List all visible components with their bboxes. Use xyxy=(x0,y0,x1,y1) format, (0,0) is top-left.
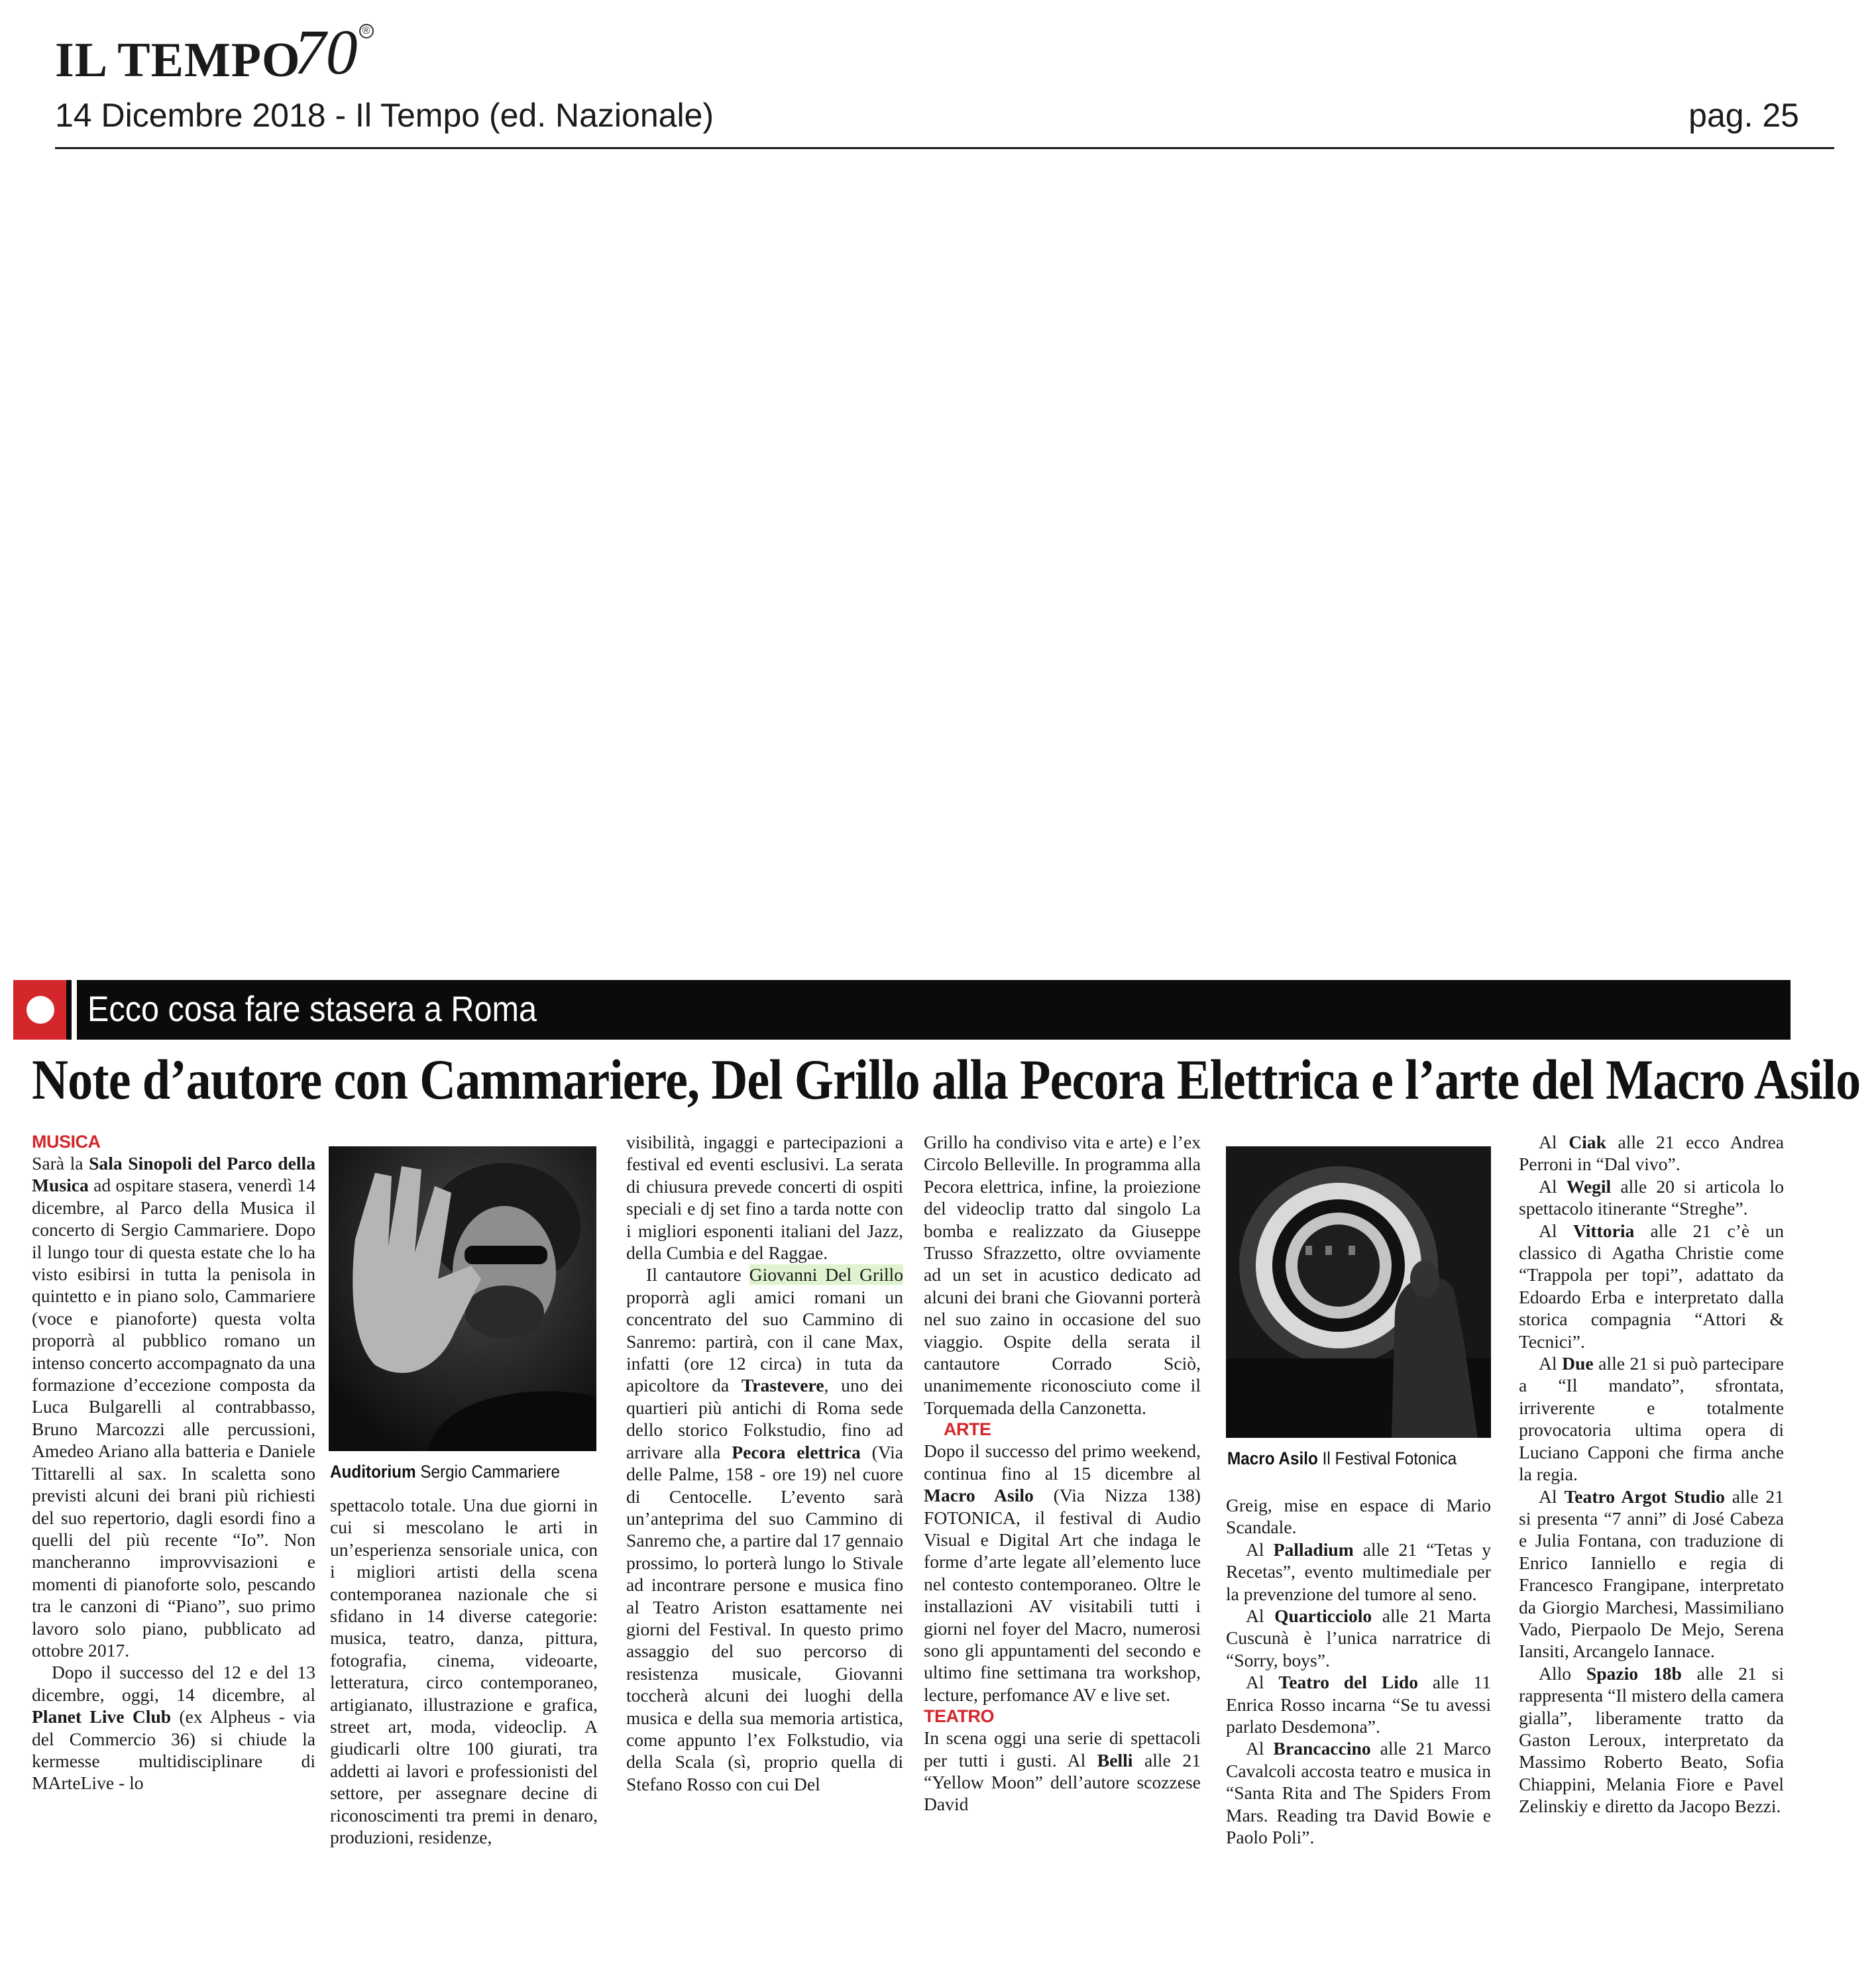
kicker-musica: MUSICA xyxy=(32,1132,101,1152)
paragraph xyxy=(1226,1539,1491,1605)
paragraph: Greig, mise en espace di Mario Scandale. xyxy=(1226,1495,1491,1538)
section-marker xyxy=(13,980,66,1040)
text-run: ad ospitare stasera, venerdì 14 dicembre, al Parco della Musica il concerto di Sergio Cammariere. Dopo il lungo tour di questa estate che lo ha visto esibirsi in tutta la penisola in quintetto e in piano solo, Cammariere (voce e pianoforte) questa volta proporrà al pubblico romano un intenso concerto accompagnato da una formazione d’eccezione composta da Luca Bulgarelli al contrabbasso, Bruno Marcozzi alle percussioni, Amedeo Ariano alla batteria e Daniele Tittarelli al sax. In scaletta sono previsti alcuni dei brani più richiesti del suo repertorio, dagli esordi fino a quelli del più recente “Io”. Non mancheranno improvvisazioni e momenti di pianoforte solo, pescando tra le canzoni di “Piano”, suo primo lavoro solo piano, pubblicato ad ottobre 2017. xyxy=(32,1175,315,1661)
portrait-image xyxy=(329,1146,596,1451)
caption-bold: Auditorium xyxy=(330,1462,416,1482)
page-number: pag. 25 xyxy=(1688,97,1799,134)
paragraph xyxy=(1226,1605,1491,1671)
photo-macro-asilo xyxy=(1226,1146,1491,1438)
bold-venue-name: Sala Sinopoli del Parco della Musica xyxy=(32,1153,315,1196)
column-6 xyxy=(1519,1131,1784,1818)
newspaper-logo xyxy=(55,16,374,87)
text-run: alle 21 Marco Cavalcoli accosta teatro e musica in “Santa Rita and The Spiders From Mars. Reading tra David Bowie e Paolo Poli”. xyxy=(1226,1738,1491,1848)
bold-venue-name: Wegil xyxy=(1566,1175,1612,1197)
paragraph xyxy=(1519,1220,1784,1352)
registered-mark: ® xyxy=(359,24,374,38)
bold-venue-name: Quarticciolo xyxy=(1274,1606,1372,1627)
column-2 xyxy=(330,1494,598,1849)
highlighted-name: Giovanni Del Grillo xyxy=(749,1264,903,1285)
logo-number: 70 xyxy=(294,16,358,87)
paragraph: visibilità, ingaggi e partecipazioni a festival ed eventi esclusivi. La serata di chiusura prevede concerti di ospiti speciali e dj set fino a tarda notte con i migliori esponenti italiani del Jazz, della Cumbia e del Raggae. xyxy=(626,1132,903,1264)
paragraph xyxy=(924,1727,1201,1816)
paragraph xyxy=(32,1152,315,1661)
bold-venue-name: Spazio 18b xyxy=(1586,1662,1682,1684)
photo-sergio-cammariere xyxy=(329,1146,596,1451)
paragraph: Grillo ha condiviso vita e arte) e l’ex Circolo Belleville. In programma alla Pecora elettrica, infine, la proiezione del videoclip tratto dal singolo La bomba e realizzato da Giuseppe Trusso Sfrazzetto, oltre ovviamente ad un set in acustico dedicato ad alcuni dei brani che Giovanni porterà nel suo zaino in occasione del suo viaggio. Ospite della serata il cantautore Corrado Sciò, unanimemente riconosciuto come il Torquemada della Canzonetta. xyxy=(924,1132,1201,1418)
paragraph xyxy=(1519,1486,1784,1662)
text-run: Al xyxy=(1246,1606,1275,1627)
bold-venue-name: Brancaccino xyxy=(1273,1738,1371,1759)
text-run: alle 21 “Tetas y Recetas”, evento multimediale per la prevenzione del tumore al seno. xyxy=(1226,1539,1491,1604)
bold-venue-name: Belli xyxy=(1097,1749,1133,1771)
paragraph xyxy=(1519,1175,1784,1220)
bold-venue-name: Due xyxy=(1562,1353,1594,1374)
text-run: Al xyxy=(1539,1175,1567,1197)
text-run: Allo xyxy=(1539,1662,1586,1684)
bold-venue-name: Teatro del Lido xyxy=(1278,1672,1419,1693)
text-run: proporrà agli amici romani un concentrato del suo Cammino di Sanremo: partirà, con il cane Max, infatti (ore 12 circa) in tuta da apicoltore da xyxy=(626,1286,903,1396)
paragraph xyxy=(1519,1352,1784,1485)
text-run: Dopo il successo del 12 e del 13 dicembre, oggi, 14 dicembre, al xyxy=(32,1662,315,1705)
text-run: alle 21 Marta Cuscunà è l’unica narratrice di “Sorry, boys”. xyxy=(1226,1606,1491,1670)
text-run: alle 20 si articola lo spettacolo itinerante “Streghe”. xyxy=(1519,1175,1784,1219)
text-run: (Via Nizza 138) FOTONICA, il festival di Audio Visual e Digital Art che indaga le forme d’arte legate all’elemento luce nel contesto contemporaneo. Oltre le installazioni AV visitabili tutti i giorni nel foyer del Macro, numerosi sono gli appuntamenti del secondo e ultimo fine settimana tra workshop, lecture, perfomance AV e live set. xyxy=(924,1485,1201,1705)
header-divider xyxy=(55,147,1834,149)
dateline: 14 Dicembre 2018 - Il Tempo (ed. Nazionale) xyxy=(55,97,714,134)
text-run: alle 21 si rappresenta “Il mistero della camera gialla”, liberamente tratto da Gaston Leroux, interpretato da Massimo Roberto Beato, Sofia Chiappini, Melania Fiore e Pavel Zelinskiy e diretto da Jacopo Bezzi. xyxy=(1519,1662,1784,1817)
caption-text: Sergio Cammariere xyxy=(415,1462,561,1482)
bold-venue-name: Planet Live Club xyxy=(32,1706,172,1727)
text-run: alle 21 si presenta “7 anni” di José Cabeza e Julia Fontana, con traduzione di Enrico Ianniello e regia di Francesco Frangipane, interpretato da Giorgio Marchesi, Massimiliano Vado, Pierpaolo De Mejo, Serena Iansiti, Arcangelo Iannace. xyxy=(1519,1486,1785,1662)
section-label: Ecco cosa fare stasera a Roma xyxy=(87,989,537,1029)
column-5 xyxy=(1226,1494,1491,1849)
paragraph xyxy=(626,1264,903,1795)
caption-text: Il Festival Fotonica xyxy=(1317,1448,1457,1468)
bold-venue-name: Palladium xyxy=(1273,1539,1354,1560)
text-run: alle 21 ecco Andrea Perroni in “Dal vivo”. xyxy=(1519,1132,1784,1175)
text-run: alle 21 c’è un classico di Agatha Christie come “Trappola per topi”, adattato da Edoardo Erba e interpretato dalla storica compagnia “Attori & Tecnici”. xyxy=(1519,1220,1784,1352)
logo-text: IL TEMPO xyxy=(55,33,301,87)
bold-venue-name: Macro Asilo xyxy=(924,1485,1034,1506)
photo-caption-2 xyxy=(1227,1448,1457,1469)
text-run: Al xyxy=(1246,1672,1279,1693)
paragraph xyxy=(32,1661,315,1794)
bold-venue-name: Trastevere xyxy=(741,1375,824,1396)
text-run: (ex Alpheus - via del Commercio 36) si chiude la kermesse multidisciplinare di MArteLive - lo xyxy=(32,1706,315,1794)
bold-venue-name: Ciak xyxy=(1569,1132,1606,1152)
text-run: Al xyxy=(1246,1738,1274,1759)
text-run: Al xyxy=(1539,1220,1573,1241)
kicker-teatro: TEATRO xyxy=(924,1706,994,1727)
text-run: Dopo il successo del primo weekend, continua fino al 15 dicembre al xyxy=(924,1441,1201,1484)
headline: Note d’autore con Cammariere, Del Grillo alla Pecora Elettrica e l’arte del Macro Asilo xyxy=(32,1048,1861,1111)
column-1 xyxy=(32,1131,315,1794)
text-run: Al xyxy=(1246,1539,1274,1560)
column-4 xyxy=(924,1131,1201,1816)
circle-icon xyxy=(27,996,54,1024)
section-bar xyxy=(13,980,1791,1040)
caption-bold: Macro Asilo xyxy=(1227,1448,1318,1468)
paragraph xyxy=(1226,1671,1491,1737)
section-separator xyxy=(72,980,77,1040)
paragraph: spettacolo totale. Una due giorni in cui si mescolano le arti in un’esperienza sensoriale unica, con i migliori artisti della scena contemporanea nazionale che si sfidano in 14 diverse categorie: musica, teatro, danza, pittura, fotografia, cinema, videoarte, letteratura, circo contemporaneo, artigianato, illustrazione e grafica, street art, moda, videoclip. A giudicarli oltre 100 giurati, tra addetti ai lavori e professionisti del settore, per assegnare decine di riconoscimenti tra premi in denaro, produzioni, residenze, xyxy=(330,1495,598,1848)
paragraph xyxy=(924,1440,1201,1706)
text-run: alle 11 Enrica Rosso incarna “Se tu avessi parlato Desdemona”. xyxy=(1226,1672,1491,1737)
paragraph xyxy=(1226,1737,1491,1848)
text-run: Al xyxy=(1539,1353,1563,1374)
column-3 xyxy=(626,1131,903,1795)
kicker-arte: ARTE xyxy=(944,1419,991,1440)
text-run: , uno dei quartieri più antichi di Roma sede dello storico Folkstudio, fino ad arrivare alla xyxy=(626,1375,903,1462)
text-run: (Via delle Palme, 158 - ore 19) nel cuore di Centocelle. L’evento sarà un’anteprima del suo Cammino di Sanremo che, a partire dal 17 gennaio prossimo, lo porterà lungo lo Stivale ad incontrare persone e musica fino al Teatro Ariston esattamente nei giorni del Festival. In questo primo assaggio del suo percorso di resistenza musicale, Giovanni toccherà alcuni dei luoghi della musica e della sua memoria artistica, come appunto l’ex Folkstudio, via della Scala (sì, proprio quella di Stefano Rosso con cui Del xyxy=(626,1441,903,1794)
bold-venue-name: Pecora elettrica xyxy=(732,1441,861,1462)
text-run: alle 21 “Yellow Moon” dell’autore scozzese David xyxy=(924,1749,1201,1815)
festival-image xyxy=(1226,1146,1491,1438)
paragraph xyxy=(1519,1131,1784,1175)
text-run: In scena oggi una serie di spettacoli per tutti i gusti. Al xyxy=(924,1727,1201,1771)
text-run: Al xyxy=(1539,1132,1569,1152)
bold-venue-name: Vittoria xyxy=(1573,1220,1635,1241)
photo-caption-1 xyxy=(330,1462,560,1482)
article-clipping xyxy=(13,980,1861,1914)
text-run: Al xyxy=(1539,1486,1565,1507)
paragraph xyxy=(1519,1662,1784,1818)
bold-venue-name: Teatro Argot Studio xyxy=(1564,1486,1725,1507)
text-run: alle 21 si può partecipare a “Il mandato”, sfrontata, irriverente e totalmente provocatoria ultima opera di Luciano Capponi che firma anche la regia. xyxy=(1519,1353,1784,1485)
text-run: Il cantautore xyxy=(646,1264,749,1285)
text-run: Sarà la xyxy=(32,1153,89,1173)
